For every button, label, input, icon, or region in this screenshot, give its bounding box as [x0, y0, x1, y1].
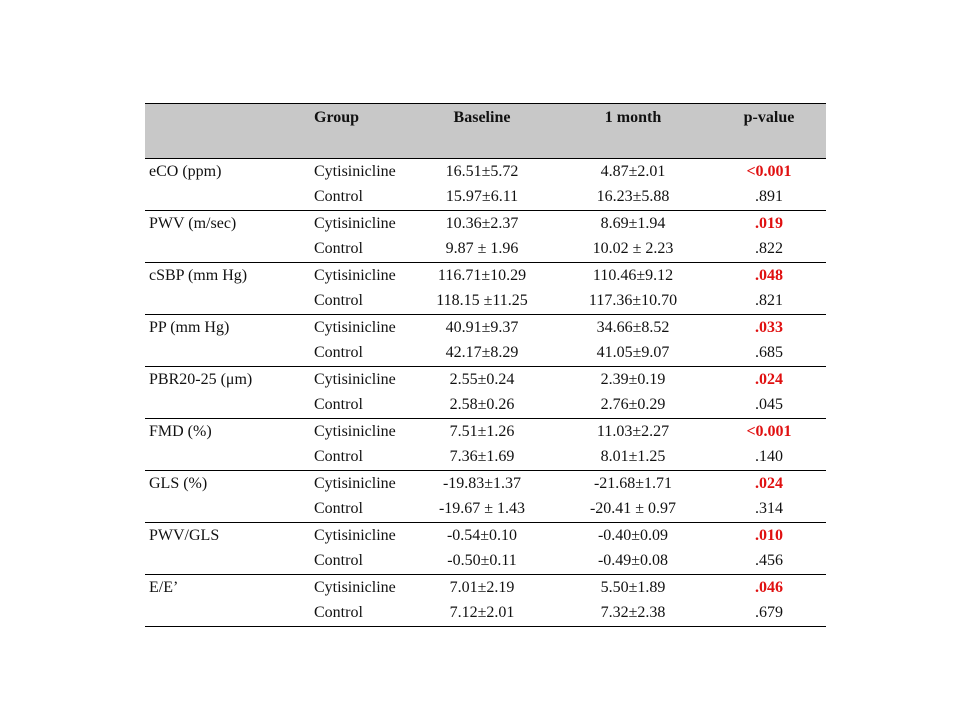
measure-cell	[145, 548, 290, 575]
measure-cell: GLS (%)	[149, 474, 208, 492]
group-cell: Control	[314, 500, 363, 517]
table-row	[145, 288, 826, 315]
month1-cell: 2.76±0.29	[600, 396, 666, 413]
p-value-cell: .456	[755, 552, 783, 569]
group-cell: Cytisinicline	[314, 266, 396, 284]
results-table	[145, 103, 826, 627]
measure-group	[145, 159, 826, 211]
table-row	[145, 159, 826, 185]
group-cell: Control	[314, 396, 363, 413]
header-measure	[145, 104, 290, 159]
table-row	[145, 496, 826, 523]
table-row	[145, 184, 826, 211]
group-cell: Cytisinicline	[314, 162, 396, 180]
table-row	[145, 263, 826, 289]
results-table-container	[145, 103, 826, 627]
month1-cell: 110.46±9.12	[592, 266, 674, 284]
group-cell: Control	[314, 552, 363, 569]
month1-cell: -0.49±0.08	[597, 552, 669, 569]
measure-cell: PWV/GLS	[149, 526, 220, 544]
group-cell: Control	[314, 188, 363, 205]
p-value-cell: .045	[755, 396, 783, 413]
measure-cell: FMD (%)	[149, 422, 212, 440]
month1-cell: 5.50±1.89	[600, 578, 666, 596]
p-value-cell: .048	[755, 266, 783, 284]
measure-group	[145, 263, 826, 315]
month1-cell: 10.02 ± 2.23	[592, 240, 674, 257]
measure-cell	[145, 288, 290, 315]
measure-cell	[145, 236, 290, 263]
month1-cell: 7.32±2.38	[600, 604, 666, 621]
header-row	[145, 104, 826, 159]
table-row	[145, 548, 826, 575]
measure-group	[145, 367, 826, 419]
baseline-cell: -19.83±1.37	[442, 474, 522, 492]
group-cell: Cytisinicline	[314, 578, 396, 596]
table-row	[145, 575, 826, 601]
group-cell: Control	[314, 344, 363, 361]
group-cell: Cytisinicline	[314, 526, 396, 544]
measure-group	[145, 471, 826, 523]
p-value-cell: <0.001	[746, 422, 792, 440]
baseline-cell: 2.58±0.26	[449, 396, 515, 413]
baseline-cell: 10.36±2.37	[445, 214, 519, 232]
baseline-cell: 9.87 ± 1.96	[445, 240, 519, 257]
baseline-cell: 40.91±9.37	[445, 318, 519, 336]
measure-group	[145, 575, 826, 627]
measure-cell	[145, 600, 290, 627]
measure-cell: E/E’	[149, 578, 179, 596]
month1-cell: 2.39±0.19	[600, 370, 666, 388]
p-value-cell: .314	[755, 500, 783, 517]
p-value-cell: .046	[755, 578, 783, 596]
baseline-cell: 2.55±0.24	[449, 370, 515, 388]
p-value-cell: .822	[755, 240, 783, 257]
table-row	[145, 315, 826, 341]
group-cell: Control	[314, 240, 363, 257]
baseline-cell: -0.54±0.10	[446, 526, 518, 544]
table-row	[145, 367, 826, 393]
p-value-cell: .024	[755, 474, 783, 492]
p-value-cell: <0.001	[746, 162, 792, 180]
table-row	[145, 419, 826, 445]
measure-group	[145, 315, 826, 367]
baseline-cell: -19.67 ± 1.43	[438, 500, 526, 517]
p-value-cell: .140	[755, 448, 783, 465]
p-value-cell: .010	[755, 526, 783, 544]
table-row	[145, 340, 826, 367]
baseline-cell: 7.12±2.01	[449, 604, 515, 621]
group-cell: Cytisinicline	[314, 422, 396, 440]
group-cell: Cytisinicline	[314, 318, 396, 336]
p-value-cell: .024	[755, 370, 783, 388]
month1-cell: 41.05±9.07	[596, 344, 670, 361]
group-cell: Cytisinicline	[314, 474, 396, 492]
header-group: Group	[290, 104, 410, 159]
table-row	[145, 236, 826, 263]
baseline-cell: 118.15 ±11.25	[436, 292, 528, 309]
measure-group	[145, 211, 826, 263]
measure-cell: cSBP (mm Hg)	[149, 266, 248, 284]
measure-group	[145, 523, 826, 575]
measure-cell: PP (mm Hg)	[149, 318, 230, 336]
month1-cell: 11.03±2.27	[596, 422, 670, 440]
month1-cell: 34.66±8.52	[596, 318, 670, 336]
measure-cell	[145, 392, 290, 419]
table-header	[145, 104, 826, 159]
baseline-cell: 7.36±1.69	[449, 448, 515, 465]
table-row	[145, 600, 826, 627]
baseline-cell: 7.01±2.19	[449, 578, 515, 596]
group-cell: Cytisinicline	[314, 214, 396, 232]
table-row	[145, 471, 826, 497]
group-cell: Control	[314, 448, 363, 465]
measure-cell: PWV (m/sec)	[149, 214, 237, 232]
header-baseline: Baseline	[410, 104, 554, 159]
baseline-cell: -0.50±0.11	[447, 552, 517, 569]
header-p-value: p-value	[712, 104, 826, 159]
p-value-cell: .679	[755, 604, 783, 621]
month1-cell: 8.01±1.25	[600, 448, 666, 465]
measure-cell	[145, 184, 290, 211]
month1-cell: 4.87±2.01	[600, 162, 666, 180]
table-row	[145, 523, 826, 549]
group-cell: Control	[314, 604, 363, 621]
baseline-cell: 7.51±1.26	[449, 422, 515, 440]
month1-cell: 117.36±10.70	[588, 292, 678, 309]
p-value-cell: .033	[755, 318, 783, 336]
p-value-cell: .821	[755, 292, 783, 309]
group-cell: Cytisinicline	[314, 370, 396, 388]
table-row	[145, 392, 826, 419]
baseline-cell: 116.71±10.29	[437, 266, 527, 284]
table-row	[145, 211, 826, 237]
measure-cell: eCO (ppm)	[149, 162, 222, 180]
measure-cell	[145, 444, 290, 471]
month1-cell: -20.41 ± 0.97	[589, 500, 677, 517]
header-1-month: 1 month	[554, 104, 712, 159]
baseline-cell: 42.17±8.29	[445, 344, 519, 361]
month1-cell: -0.40±0.09	[597, 526, 669, 544]
measure-group	[145, 419, 826, 471]
group-cell: Control	[314, 292, 363, 309]
baseline-cell: 15.97±6.11	[445, 188, 519, 205]
baseline-cell: 16.51±5.72	[445, 162, 519, 180]
p-value-cell: .019	[755, 214, 783, 232]
measure-cell: PBR20-25 (μm)	[149, 370, 253, 388]
p-value-cell: .891	[755, 188, 783, 205]
month1-cell: 8.69±1.94	[600, 214, 666, 232]
measure-cell	[145, 340, 290, 367]
table-row	[145, 444, 826, 471]
month1-cell: 16.23±5.88	[596, 188, 670, 205]
measure-cell	[145, 496, 290, 523]
month1-cell: -21.68±1.71	[593, 474, 673, 492]
p-value-cell: .685	[755, 344, 783, 361]
